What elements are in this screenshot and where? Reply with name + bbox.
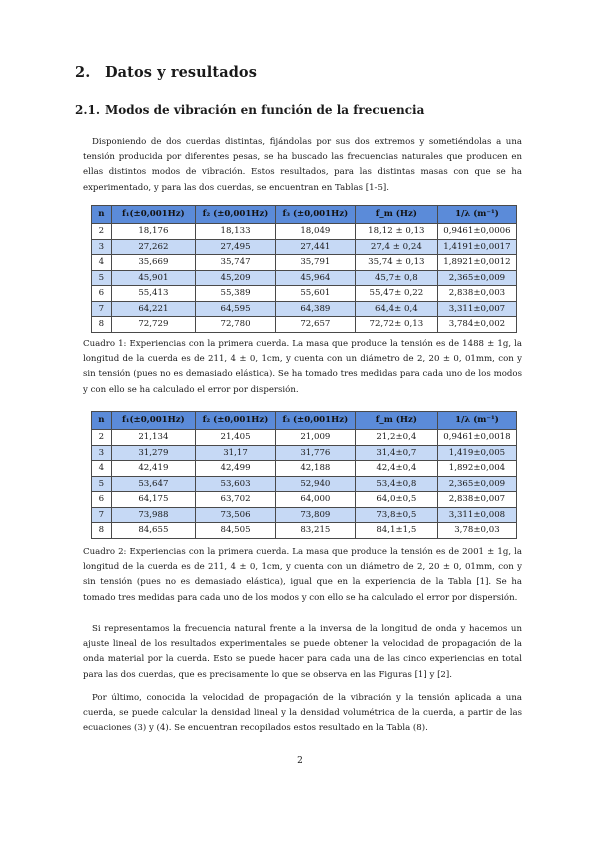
table-cell: 1,419±0,005 (437, 445, 516, 461)
table-cell: 45,7± 0,8 (355, 270, 437, 286)
mode-number-cell: 7 (92, 301, 112, 317)
table-cell: 18,049 (275, 224, 355, 240)
table-row (92, 461, 517, 477)
table-cell: 45,901 (111, 270, 195, 286)
table-cell: 18,176 (111, 224, 195, 240)
table-cell: 72,657 (275, 317, 355, 333)
table-cell: 45,209 (196, 270, 276, 286)
table-cell: 73,506 (196, 507, 276, 523)
table-1-header-row (92, 206, 517, 224)
section-title: Datos y resultados (105, 64, 257, 81)
table-row (92, 270, 517, 286)
table-1-caption: Cuadro 1: Experiencias con la primera cuerda. La masa que produce la tensión es de 1488 ± 1g, la longitud de la cuerda es de 211, 4 ± 0, 1cm, y cuenta con un diámetro de 2, 20 ± 0, 01mm, con y sin tensión (pues no es demasiado elástica). Se ha tomado tres medidas para cada uno de los modos y con ello se ha calculado el error por dispersión. (83, 339, 522, 395)
mode-number-cell: 4 (92, 255, 112, 271)
table-cell: 2,838±0,003 (437, 286, 516, 302)
table-1-header: f_m (Hz) (355, 206, 437, 224)
table-2-header: 1/λ (m⁻¹) (437, 412, 516, 430)
mode-number-cell: 6 (92, 492, 112, 508)
table-2-header: f₂ (±0,001Hz) (196, 412, 276, 430)
table-cell: 0,9461±0,0006 (437, 224, 516, 240)
mode-number-cell: 7 (92, 507, 112, 523)
table-cell: 55,601 (275, 286, 355, 302)
table-cell: 31,279 (111, 445, 195, 461)
table-row (92, 286, 517, 302)
table-1-header: f₁(±0,001Hz) (111, 206, 195, 224)
table-cell: 3,311±0,007 (437, 301, 516, 317)
table-cell: 55,389 (196, 286, 276, 302)
table-cell: 18,133 (196, 224, 276, 240)
table-cell: 64,000 (275, 492, 355, 508)
table-cell: 72,72± 0,13 (355, 317, 437, 333)
table-cell: 0,9461±0,0018 (437, 430, 516, 446)
table-row (92, 492, 517, 508)
mode-number-cell: 5 (92, 476, 112, 492)
mode-number-cell: 8 (92, 317, 112, 333)
mode-number-cell: 8 (92, 523, 112, 539)
table-cell: 72,729 (111, 317, 195, 333)
table-cell: 64,389 (275, 301, 355, 317)
table-cell: 64,4± 0,4 (355, 301, 437, 317)
section-heading (75, 64, 257, 81)
mode-number-cell: 4 (92, 461, 112, 477)
table-2-header: f₃ (±0,001Hz) (275, 412, 355, 430)
mode-number-cell: 2 (92, 224, 112, 240)
table-cell: 64,0±0,5 (355, 492, 437, 508)
table-cell: 35,669 (111, 255, 195, 271)
subsection-number: 2.1. (75, 103, 101, 117)
table-row (92, 239, 517, 255)
table-cell: 35,791 (275, 255, 355, 271)
table-row (92, 430, 517, 446)
mode-number-cell: 3 (92, 239, 112, 255)
table-row (92, 255, 517, 271)
table-cell: 3,311±0,008 (437, 507, 516, 523)
table-cell: 31,776 (275, 445, 355, 461)
table-2-header: f_m (Hz) (355, 412, 437, 430)
table-cell: 45,964 (275, 270, 355, 286)
table-row (92, 301, 517, 317)
table-cell: 1,8921±0,0012 (437, 255, 516, 271)
table-cell: 63,702 (196, 492, 276, 508)
table-cell: 84,1±1,5 (355, 523, 437, 539)
table-cell: 21,2±0,4 (355, 430, 437, 446)
table-row (92, 224, 517, 240)
table-cell: 2,365±0,009 (437, 270, 516, 286)
table-cell: 42,419 (111, 461, 195, 477)
table-cell: 55,47± 0,22 (355, 286, 437, 302)
table-2-header: n (92, 412, 112, 430)
results-table-2 (91, 411, 517, 539)
table-cell: 53,4±0,8 (355, 476, 437, 492)
table-cell: 3,784±0,002 (437, 317, 516, 333)
intro-paragraph: Disponiendo de dos cuerdas distintas, fijándolas por sus dos extremos y sometiéndolas a una tensión producida por diferentes pesas, se ha buscado las frecuencias naturales que producen en ellas distintos modos de vibración. Estos resultados, para las distintas masas con que se ha experimentado, y para las dos cuerdas, se encuentran en Tablas [1-5]. (83, 137, 522, 193)
table-cell: 42,188 (275, 461, 355, 477)
table-cell: 53,603 (196, 476, 276, 492)
mode-number-cell: 2 (92, 430, 112, 446)
table-cell: 18,12 ± 0,13 (355, 224, 437, 240)
table-cell: 35,74 ± 0,13 (355, 255, 437, 271)
table-row (92, 507, 517, 523)
table-cell: 21,134 (111, 430, 195, 446)
table-cell: 64,221 (111, 301, 195, 317)
table-cell: 73,988 (111, 507, 195, 523)
table-1-header: f₂ (±0,001Hz) (196, 206, 276, 224)
table-cell: 21,405 (196, 430, 276, 446)
mode-number-cell: 3 (92, 445, 112, 461)
table-2-header-row (92, 412, 517, 430)
table-2-header: f₁(±0,001Hz) (111, 412, 195, 430)
section-number: 2. (75, 64, 91, 81)
table-cell: 55,413 (111, 286, 195, 302)
table-1-header: 1/λ (m⁻¹) (437, 206, 516, 224)
table-row (92, 523, 517, 539)
table-row (92, 476, 517, 492)
table-cell: 1,4191±0,0017 (437, 239, 516, 255)
table-cell: 31,17 (196, 445, 276, 461)
table-cell: 52,940 (275, 476, 355, 492)
table-cell: 27,4 ± 0,24 (355, 239, 437, 255)
table-1-header: f₃ (±0,001Hz) (275, 206, 355, 224)
table-cell: 1,892±0,004 (437, 461, 516, 477)
table-cell: 73,809 (275, 507, 355, 523)
table-cell: 42,4±0,4 (355, 461, 437, 477)
table-cell: 53,647 (111, 476, 195, 492)
table-cell: 35,747 (196, 255, 276, 271)
table-1-header: n (92, 206, 112, 224)
table-cell: 83,215 (275, 523, 355, 539)
table-cell: 3,78±0,03 (437, 523, 516, 539)
subsection-heading (75, 103, 424, 117)
density-paragraph: Por último, conocida la velocidad de propagación de la vibración y la tensión aplicada a una cuerda, se puede calcular la densidad lineal y la densidad volumétrica de la cuerda, a partir de las ecuaciones (3) y (4). Se encuentran recopilados estos resultado en la Tabla (8). (83, 693, 522, 734)
table-cell: 72,780 (196, 317, 276, 333)
table-cell: 73,8±0,5 (355, 507, 437, 523)
results-table-1 (91, 205, 517, 333)
table-cell: 42,499 (196, 461, 276, 477)
table-cell: 84,655 (111, 523, 195, 539)
table-cell: 84,505 (196, 523, 276, 539)
table-row (92, 445, 517, 461)
table-row (92, 317, 517, 333)
table-cell: 27,495 (196, 239, 276, 255)
table-2-caption: Cuadro 2: Experiencias con la primera cuerda. La masa que produce la tensión es de 2001 ± 1g, la longitud de la cuerda es de 211, 4 ± 0, 1cm, y cuenta con un diámetro de 2, 20 ± 0, 01mm, con y sin tensión (pues no es demasiado elástica), igual que en la experiencia de la Tabla [1]. Se ha tomado tres medidas para cada uno de los modos y con ello se ha calculado el error por dispersión. (83, 547, 522, 603)
subsection-title: Modos de vibración en función de la frecuencia (105, 103, 425, 117)
table-cell: 27,262 (111, 239, 195, 255)
table-cell: 64,595 (196, 301, 276, 317)
mode-number-cell: 6 (92, 286, 112, 302)
table-cell: 27,441 (275, 239, 355, 255)
fit-paragraph: Si representamos la frecuencia natural frente a la inversa de la longitud de onda y hacemos un ajuste lineal de los resultados experimentales se puede obtener la velocidad de propagación de la onda material por la cuerda. Esto se puede hacer para cada una de las cinco experiencias en total para las dos cuerdas, que es precisamente lo que se observa en las Figuras [1] y [2]. (83, 624, 522, 680)
table-cell: 2,838±0,007 (437, 492, 516, 508)
table-cell: 64,175 (111, 492, 195, 508)
table-cell: 31,4±0,7 (355, 445, 437, 461)
mode-number-cell: 5 (92, 270, 112, 286)
table-cell: 2,365±0,009 (437, 476, 516, 492)
table-cell: 21,009 (275, 430, 355, 446)
page-number: 2 (297, 756, 303, 766)
